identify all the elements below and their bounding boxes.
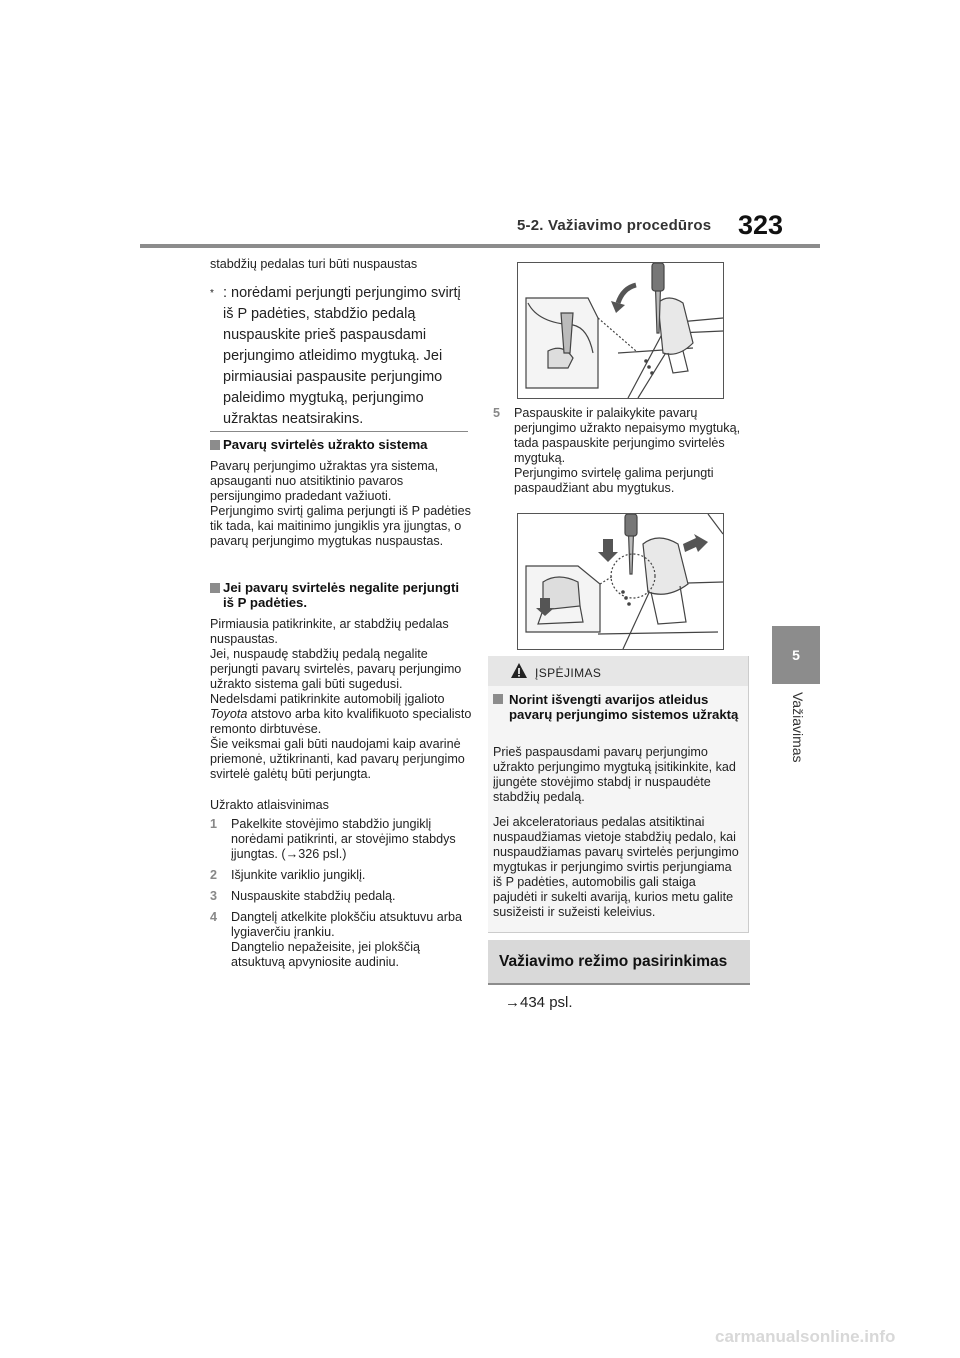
header-rule	[140, 244, 820, 248]
section-heading-shift-lock	[210, 437, 472, 452]
warning-heading	[493, 692, 743, 722]
step-text: Pakelkite stovėjimo stabdžio jungiklį norėdami patikrinti, ar stovėjimo stabdys įjungtas. (→326 psl.)	[231, 817, 456, 861]
section-heading-text-line2: iš P padėties.	[223, 595, 308, 610]
footnote-mark: *	[210, 288, 214, 299]
warning-paragraph: Jei akceleratoriaus pedalas atsitiktinai nuspaudžiamas vietoje stabdžių pedalo, kai nuspaudžiamas pavarų svirtelės perjungimo mygtukas ir perjungimo svirtis perjungiama iš P padėties, automobilis gali staiga pajudėti ir sukelti avariją, kurios metu galite susižeisti ir sužeisti keleivius.	[493, 815, 739, 919]
watermark: carmanualsonline.info	[715, 1327, 896, 1346]
step-text: Nuspauskite stabdžių pedalą.	[231, 889, 396, 903]
intro-tail-text: stabdžių pedalas turi būti nuspaustas	[210, 257, 418, 271]
step-number: 1	[210, 817, 218, 831]
step-item	[210, 868, 472, 883]
step-text: Paspauskite ir palaikykite pavarų perjungimo užrakto nepaisymo mygtuką, tada paspauskite perjungimo svirtelės mygtuką. Perjungimo svirtelę galima perjungti paspaudžiant abu mygtukus.	[514, 406, 741, 495]
section-title: 5-2. Važiavimo procedūros	[517, 217, 712, 234]
step-item	[210, 817, 472, 862]
square-bullet-icon	[493, 694, 503, 704]
page-number: 323	[738, 210, 784, 240]
section-paragraph: Pirmiausia patikrinkite, ar stabdžių pedalas nuspaustas. Jei, nuspaudę stabdžių pedalą negalite perjungti pavarų svirtelės, pavarų perjungimo užrakto sistema gali būti sugedusi. Nedelsdami patikrinkite automobilį įgalioto Toyota atstovo arba kito kvalifikuoto specialisto remonto dirbtuvėse. Šie veiksmai gali būti naudojami kaip avarinė priemonė, užtikrinanti, kad pavarų perjungimo svirtelė galėtų būti perjungta.	[210, 617, 472, 781]
figure-press-override	[517, 513, 724, 650]
shift-override-illustration	[518, 514, 723, 649]
chapter-tab	[772, 626, 820, 684]
step-number: 5	[493, 406, 501, 420]
chapter-number: 5	[792, 647, 800, 663]
warning-paragraph: Prieš paspausdami pavarų perjungimo užrakto perjungimo mygtuką įsitikinkite, kad įjungėte stovėjimo stabdį ir nuspaudėte stabdžių pedalą.	[493, 745, 736, 804]
warning-heading-text: Norint išvengti avarijos atleidus pavarų perjungimo sistemos užraktą	[509, 692, 739, 722]
step-text: Dangtelį atkelkite plokščiu atsuktuvu arba lygiaverčiu įrankiu. Dangtelio nepažeisite, jei plokščią atsuktuvą apvyniosite audiniu.	[231, 910, 463, 969]
section-heading-cannot-shift	[210, 580, 472, 610]
square-bullet-icon	[210, 440, 220, 450]
brand-name: Toyota	[210, 707, 248, 721]
section-paragraph: Pavarų perjungimo užraktas yra sistema, apsauganti nuo atsitiktinio pavaros persijungimo pradedant važiuoti. Perjungimo svirtį galima perjungti iš P padėties tik tada, kai maitinimo jungiklis yra įjungtas, o pavarų perjungimo mygtukas nuspaustas.	[210, 459, 471, 548]
divider	[210, 431, 468, 432]
section-banner-title: Važiavimo režimo pasirinkimas	[499, 953, 728, 970]
step-item	[493, 406, 758, 496]
step-number: 3	[210, 889, 218, 903]
page-reference-link[interactable]: →434 psl.	[505, 994, 573, 1011]
figure-remove-cover	[517, 262, 724, 399]
footnote-text: : norėdami perjungti perjungimo svirtį iš P padėties, stabdžio pedalą nuspauskite prieš paspausdami perjungimo atleidimo mygtuką. Jei pirmiausiai paspausite perjungimo paleidimo mygtuką, perjungimo užraktas neatsirakins.	[223, 285, 461, 427]
section-heading-text: Jei pavarų svirtelės negalite perjungti	[223, 580, 459, 595]
chapter-label: Važiavimas	[790, 692, 806, 763]
shift-cover-illustration	[518, 263, 723, 398]
step-item	[210, 910, 472, 970]
chapter-label-wrap	[780, 692, 810, 802]
section-heading-text: Pavarų svirtelės užrakto sistema	[223, 437, 428, 452]
step-item	[210, 889, 472, 904]
warning-triangle-icon	[510, 662, 528, 679]
square-bullet-icon	[210, 583, 220, 593]
step-number: 4	[210, 910, 218, 924]
step-number: 2	[210, 868, 218, 882]
step-text: Išjunkite variklio jungiklį.	[231, 868, 366, 882]
footnote	[210, 283, 472, 430]
warning-title: ĮSPĖJIMAS	[535, 666, 602, 680]
unlock-title: Užrakto atlaisvinimas	[210, 798, 329, 812]
